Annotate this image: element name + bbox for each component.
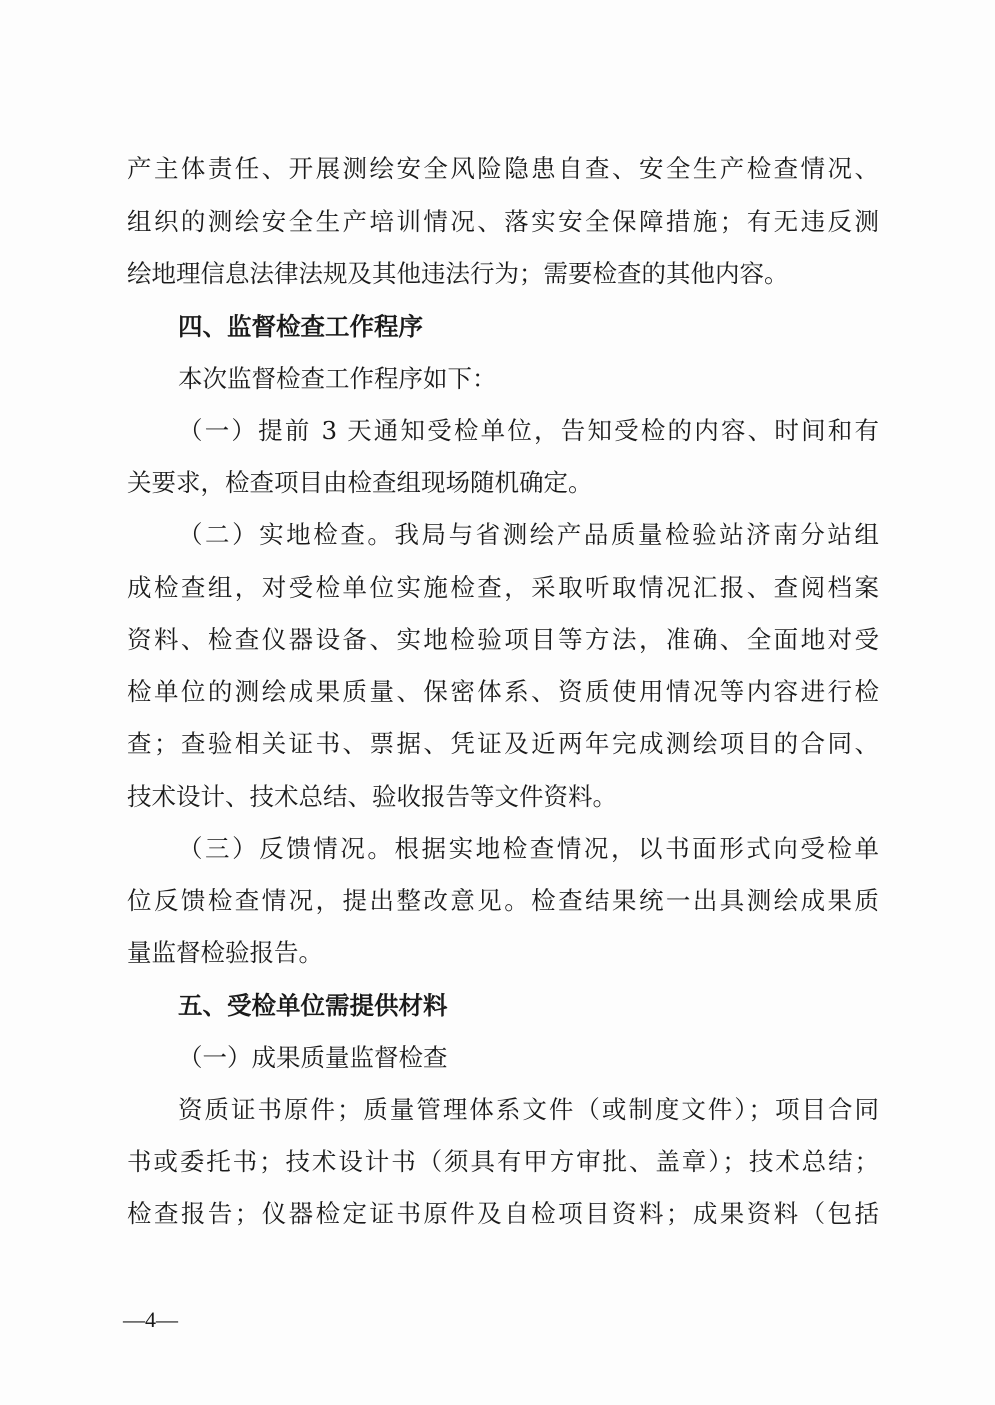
body-text-line: 绘地理信息法律法规及其他违法行为；需要检查的其他内容。	[127, 259, 789, 288]
body-text-line: 位反馈检查情况，提出整改意见。检查结果统一出具测绘成果质	[127, 886, 879, 915]
body-text-line: 本次监督检查工作程序如下：	[178, 364, 497, 393]
section-heading-4: 四、监督检查工作程序	[178, 312, 423, 341]
subsection-heading: （一）成果质量监督检查	[178, 1043, 448, 1072]
body-text-line: 组织的测绘安全生产培训情况、落实安全保障措施；有无违反测	[127, 207, 879, 236]
body-text-line: 查；查验相关证书、票据、凭证及近两年完成测绘项目的合同、	[127, 729, 879, 758]
body-text-line: 技术设计、技术总结、验收报告等文件资料。	[127, 782, 617, 811]
body-text-line: 资质证书原件；质量管理体系文件（或制度文件）；项目合同	[178, 1095, 879, 1124]
section-heading-5: 五、受检单位需提供材料	[178, 991, 448, 1020]
page-number: —4—	[123, 1307, 178, 1332]
body-text-line: 产主体责任、开展测绘安全风险隐患自查、安全生产检查情况、	[127, 154, 879, 183]
body-text-line: 资料、检查仪器设备、实地检验项目等方法，准确、全面地对受	[127, 625, 879, 654]
body-text-line: 关要求，检查项目由检查组现场随机确定。	[127, 468, 593, 497]
body-text-line: （一）提前 3 天通知受检单位，告知受检的内容、时间和有	[178, 416, 879, 445]
body-text-line: 检查报告；仪器检定证书原件及自检项目资料；成果资料（包括	[127, 1199, 879, 1228]
body-text-line: 书或委托书；技术设计书（须具有甲方审批、盖章）；技术总结；	[127, 1147, 879, 1176]
body-text-line: 检单位的测绘成果质量、保密体系、资质使用情况等内容进行检	[127, 677, 879, 706]
body-text-line: （二）实地检查。我局与省测绘产品质量检验站济南分站组	[178, 520, 879, 549]
body-text-line: 成检查组，对受检单位实施检查，采取听取情况汇报、查阅档案	[127, 573, 879, 602]
body-text-line: 量监督检验报告。	[127, 938, 323, 967]
body-text-line: （三）反馈情况。根据实地检查情况，以书面形式向受检单	[178, 834, 879, 863]
